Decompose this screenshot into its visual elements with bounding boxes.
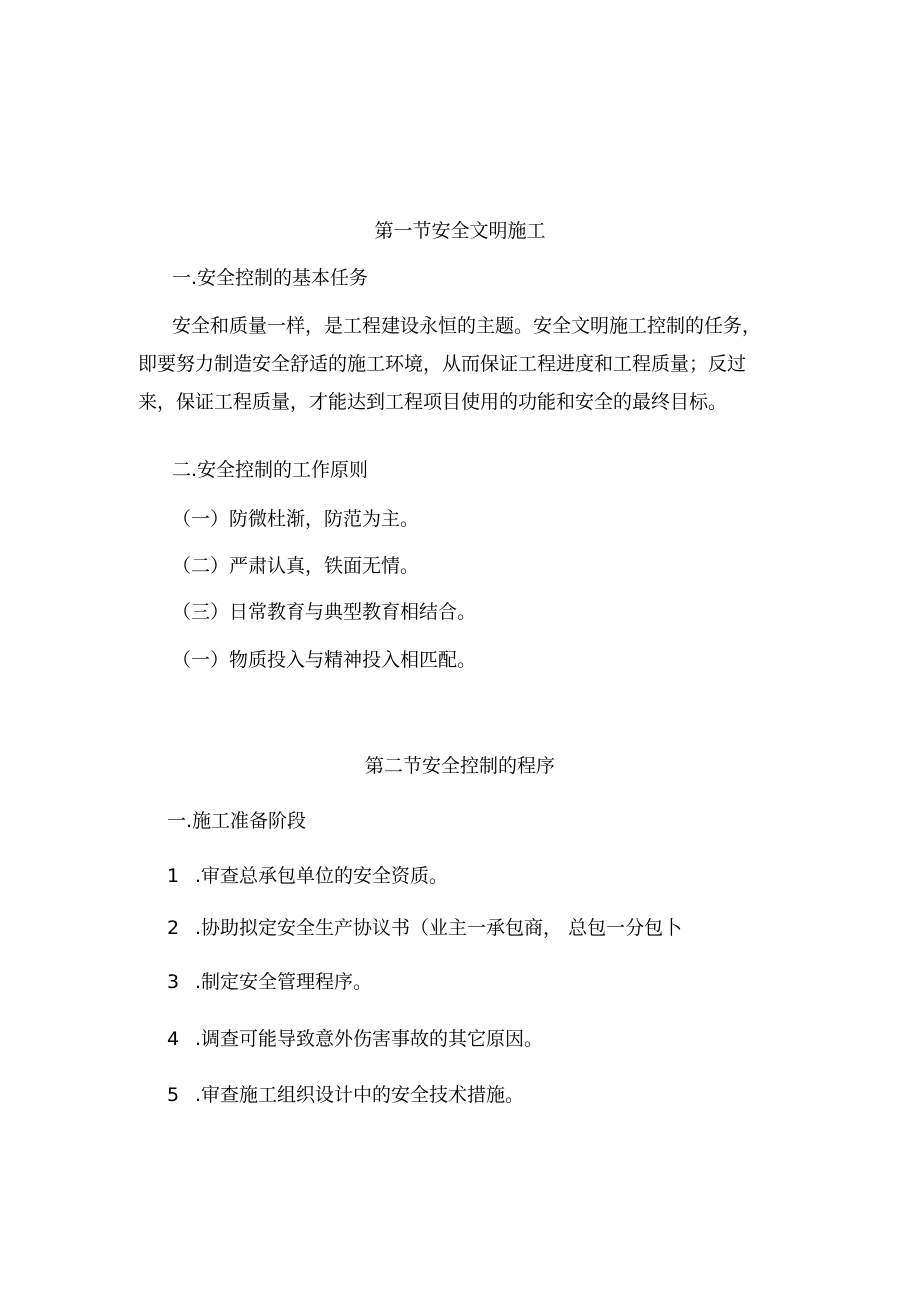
step-item — [167, 1083, 524, 1107]
step-item — [167, 864, 448, 888]
step-text: .制定安全管理程序。 — [195, 971, 373, 993]
section-1-paragraph — [138, 307, 802, 421]
step-number: 4 — [167, 1028, 180, 1050]
section-2-title: 第二节安全控制的程序 — [364, 755, 555, 777]
step-number: 5 — [167, 1084, 180, 1106]
section-1-title: 第一节安全文明施工 — [374, 220, 546, 242]
principle-item: （一）物质投入与精神投入相匹配。 — [172, 649, 477, 671]
section-1-heading-work-principles: 二.安全控制的工作原则 — [172, 459, 369, 481]
step-number: 2 — [167, 917, 180, 939]
step-item — [167, 916, 682, 940]
paragraph-line-2: 即要努力制造安全舒适的施工环境，从而保证工程进度和工程质量；反过 — [138, 353, 747, 375]
step-number: 3 — [167, 971, 180, 993]
step-text: .调查可能导致意外伤害事故的其它原因。 — [195, 1028, 544, 1050]
principle-item: （三）日常教育与典型教育相结合。 — [172, 601, 477, 623]
paragraph-line-3: 来，保证工程质量，才能达到工程项目使用的功能和安全的最终目标。 — [138, 391, 728, 413]
paragraph-line-1: 安全和质量一样，是工程建设永恒的主题。安全文明施工控制的任务， — [172, 315, 762, 337]
principle-item: （一）防微杜渐，防范为主。 — [172, 508, 420, 530]
step-item — [167, 970, 372, 994]
section-2-heading-preparation-stage: 一.施工准备阶段 — [167, 810, 307, 832]
principle-item: （二）严肃认真，铁面无情。 — [172, 555, 420, 577]
section-1-heading-basic-tasks: 一.安全控制的基本任务 — [172, 267, 369, 289]
step-text: .审查施工组织设计中的安全技术措施。 — [195, 1084, 525, 1106]
step-text: .审查总承包单位的安全资质。 — [195, 865, 449, 887]
step-number: 1 — [167, 865, 180, 887]
step-item — [167, 1027, 543, 1051]
step-text: .协助拟定安全生产协议书（业主一承包商， 总包一分包卜 — [195, 917, 683, 939]
